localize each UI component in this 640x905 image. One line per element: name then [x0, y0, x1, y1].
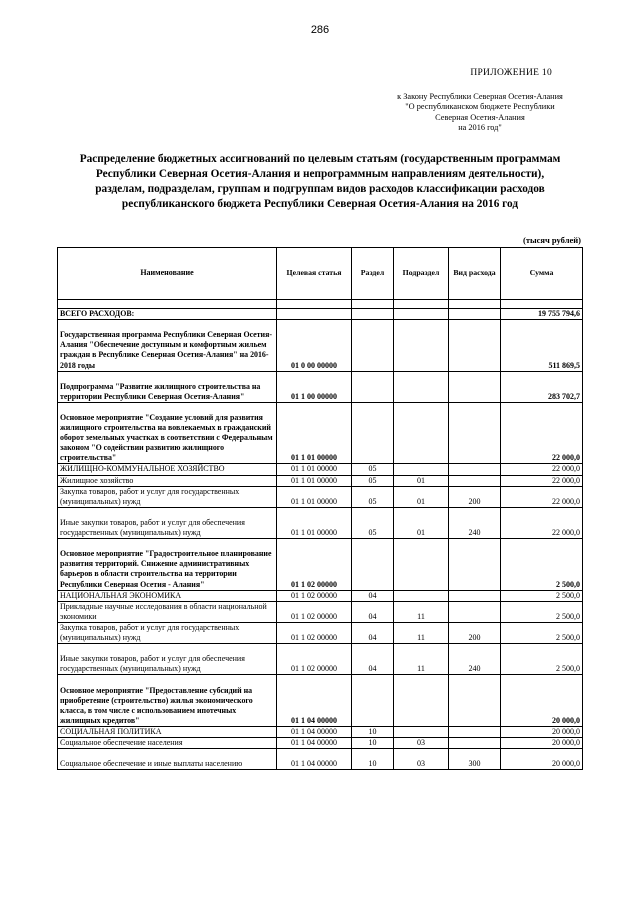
- law-reference-line: Северная Осетия-Алания: [435, 112, 525, 122]
- column-header-name: Наименование: [58, 248, 277, 300]
- cell-subsection: 01: [394, 486, 449, 507]
- cell-name: Основное мероприятие "Предоставление субсидий на приобретение (строительство) жилья экономического класса, в том числе с использованием ипотечных жилищных кредитов": [58, 675, 277, 727]
- law-reference-line: "О республиканском бюджете Республики: [405, 102, 555, 112]
- cell-target-code: 01 1 02 00000: [277, 590, 352, 601]
- cell-amount: 22 000,0: [501, 475, 583, 486]
- cell-name: НАЦИОНАЛЬНАЯ ЭКОНОМИКА: [58, 590, 277, 601]
- cell-target-code: 01 1 00 00000: [277, 371, 352, 402]
- cell-expense-type: 200: [449, 622, 501, 643]
- table-row: [58, 644, 583, 675]
- cell-section: 04: [352, 590, 394, 601]
- cell-name: Иные закупки товаров, работ и услуг для обеспечения государственных (муниципальных) нужд: [58, 644, 277, 675]
- cell-target-code: 01 1 01 00000: [277, 402, 352, 464]
- cell-amount: 22 000,0: [501, 486, 583, 507]
- cell-expense-type: [449, 475, 501, 486]
- column-header-subsection: Подраздел: [394, 248, 449, 300]
- cell-expense-type: 300: [449, 749, 501, 770]
- cell-section: 10: [352, 749, 394, 770]
- cell-expense-type: [449, 675, 501, 727]
- table-row: [58, 675, 583, 727]
- cell-amount: 2 500,0: [501, 601, 583, 622]
- cell-name: ЖИЛИЩНО-КОММУНАЛЬНОЕ ХОЗЯЙСТВО: [58, 464, 277, 475]
- cell-expense-type: [449, 726, 501, 737]
- table-row: [58, 738, 583, 749]
- title-line: Республики Северная Осетия-Алания и непрограммным направлениям деятельности),: [95, 168, 545, 180]
- cell-name: Жилищное хозяйство: [58, 475, 277, 486]
- cell-target-code: 01 1 04 00000: [277, 675, 352, 727]
- cell-subsection: 03: [394, 738, 449, 749]
- cell-subsection: 11: [394, 601, 449, 622]
- cell-amount: 511 869,5: [501, 320, 583, 372]
- cell-name: Прикладные научные исследования в области национальной экономики: [58, 601, 277, 622]
- cell-expense-type: [449, 590, 501, 601]
- cell-section: 04: [352, 601, 394, 622]
- table-row: [58, 320, 583, 372]
- cell-subsection: [394, 590, 449, 601]
- cell-name: Иные закупки товаров, работ и услуг для обеспечения государственных (муниципальных) нужд: [58, 507, 277, 538]
- law-reference-line: на 2016 год": [458, 122, 502, 132]
- cell-subsection: [394, 320, 449, 372]
- cell-amount: 22 000,0: [501, 402, 583, 464]
- cell-expense-type: [449, 464, 501, 475]
- cell-amount: 2 500,0: [501, 539, 583, 591]
- cell-section: [352, 309, 394, 320]
- cell-section: [352, 402, 394, 464]
- cell-expense-type: [449, 539, 501, 591]
- cell-expense-type: 240: [449, 644, 501, 675]
- cell-amount: 22 000,0: [501, 507, 583, 538]
- table-row: [58, 486, 583, 507]
- cell-section: 05: [352, 464, 394, 475]
- cell-subsection: [394, 402, 449, 464]
- cell-target-code: 01 1 02 00000: [277, 601, 352, 622]
- column-header-amount: Сумма: [501, 248, 583, 300]
- cell-subsection: 03: [394, 749, 449, 770]
- cell-name: Социальное обеспечение населения: [58, 738, 277, 749]
- title-line: разделам, подразделам, группам и подгруппам видов расходов классификации расходов: [95, 183, 545, 195]
- cell-target-code: 01 1 01 00000: [277, 486, 352, 507]
- column-header-expense-type: Вид расхода: [449, 248, 501, 300]
- cell-amount: 2 500,0: [501, 644, 583, 675]
- cell-subsection: 11: [394, 622, 449, 643]
- table-row: [58, 622, 583, 643]
- table-row: [58, 590, 583, 601]
- cell-section: 04: [352, 644, 394, 675]
- cell-amount: 19 755 794,6: [501, 309, 583, 320]
- cell-subsection: 01: [394, 475, 449, 486]
- cell-target-code: 01 1 01 00000: [277, 507, 352, 538]
- units-label: (тысяч рублей): [523, 235, 581, 245]
- law-reference-line: к Закону Республики Северная Осетия-Алания: [397, 92, 563, 101]
- table-row: [58, 402, 583, 464]
- cell-target-code: 01 1 04 00000: [277, 738, 352, 749]
- cell-section: [352, 371, 394, 402]
- cell-name: Закупка товаров, работ и услуг для государственных (муниципальных) нужд: [58, 622, 277, 643]
- cell-name: Подпрограмма "Развитие жилищного строительства на территории Республики Северная Осетия-Алания": [58, 371, 277, 402]
- cell-section: 05: [352, 507, 394, 538]
- law-reference: [375, 92, 585, 133]
- cell-subsection: [394, 539, 449, 591]
- table-row: [58, 726, 583, 737]
- column-header-section: Раздел: [352, 248, 394, 300]
- cell-expense-type: [449, 402, 501, 464]
- cell-subsection: [394, 675, 449, 727]
- table-body: [58, 300, 583, 770]
- cell-section: [352, 539, 394, 591]
- cell-target-code: 01 1 01 00000: [277, 475, 352, 486]
- cell-name: Закупка товаров, работ и услуг для государственных (муниципальных) нужд: [58, 486, 277, 507]
- cell-amount: 283 702,7: [501, 371, 583, 402]
- cell-amount: 20 000,0: [501, 675, 583, 727]
- cell-section: 04: [352, 622, 394, 643]
- cell-amount: 2 500,0: [501, 590, 583, 601]
- page-number: 286: [310, 24, 330, 36]
- cell-subsection: 01: [394, 507, 449, 538]
- table-row: [58, 539, 583, 591]
- cell-amount: 22 000,0: [501, 464, 583, 475]
- cell-amount: 20 000,0: [501, 726, 583, 737]
- cell-name: Социальное обеспечение и иные выплаты населению: [58, 749, 277, 770]
- table-row: [58, 507, 583, 538]
- cell-target-code: 01 1 02 00000: [277, 539, 352, 591]
- cell-section: 10: [352, 738, 394, 749]
- table-row: [58, 601, 583, 622]
- cell-amount: 2 500,0: [501, 622, 583, 643]
- title-line: Распределение бюджетных ассигнований по целевым статьям (государственным программам: [79, 153, 561, 165]
- appendix-label: ПРИЛОЖЕНИЕ 10: [470, 68, 552, 78]
- table-header-row: [58, 248, 583, 300]
- cell-name: ВСЕГО РАСХОДОВ:: [58, 309, 277, 320]
- document-title: [40, 152, 600, 212]
- cell-subsection: [394, 309, 449, 320]
- cell-section: 05: [352, 475, 394, 486]
- cell-expense-type: [449, 371, 501, 402]
- table-row: [58, 371, 583, 402]
- cell-section: [352, 320, 394, 372]
- table-row: [58, 475, 583, 486]
- table-row: [58, 464, 583, 475]
- cell-expense-type: [449, 738, 501, 749]
- column-header-target: Целевая статья: [277, 248, 352, 300]
- cell-amount: 20 000,0: [501, 749, 583, 770]
- table-row: [58, 309, 583, 320]
- cell-expense-type: [449, 601, 501, 622]
- table-spacer-row: [58, 300, 583, 309]
- cell-expense-type: [449, 320, 501, 372]
- cell-target-code: 01 0 00 00000: [277, 320, 352, 372]
- cell-name: Государственная программа Республики Северная Осетия-Алания "Обеспечение доступным и комфортным жильем граждан в Республике Северная Осетия-Алания" на 2016-2018 годы: [58, 320, 277, 372]
- cell-subsection: [394, 371, 449, 402]
- cell-section: 10: [352, 726, 394, 737]
- cell-subsection: 11: [394, 644, 449, 675]
- budget-table: [57, 247, 583, 770]
- cell-section: 05: [352, 486, 394, 507]
- cell-subsection: [394, 726, 449, 737]
- table-row: [58, 749, 583, 770]
- cell-name: Основное мероприятие "Градостроительное планирование развития территорий. Снижение административных барьеров в области строительства на территории Республики Северная Осетия - Алания": [58, 539, 277, 591]
- title-line: республиканского бюджета Республики Северная Осетия-Алания на 2016 год: [121, 198, 519, 210]
- cell-name: Основное мероприятие "Создание условий для развития жилищного строительства на вовлекаемых в гражданский оборот земельных участках в соответствии с Федеральным законом "О содействии развитию жилищного строительства": [58, 402, 277, 464]
- cell-target-code: 01 1 04 00000: [277, 726, 352, 737]
- cell-target-code: 01 1 04 00000: [277, 749, 352, 770]
- cell-target-code: 01 1 01 00000: [277, 464, 352, 475]
- cell-expense-type: 240: [449, 507, 501, 538]
- cell-name: СОЦИАЛЬНАЯ ПОЛИТИКА: [58, 726, 277, 737]
- cell-expense-type: [449, 309, 501, 320]
- cell-target-code: [277, 309, 352, 320]
- cell-amount: 20 000,0: [501, 738, 583, 749]
- cell-section: [352, 675, 394, 727]
- cell-expense-type: 200: [449, 486, 501, 507]
- cell-target-code: 01 1 02 00000: [277, 622, 352, 643]
- cell-subsection: [394, 464, 449, 475]
- cell-target-code: 01 1 02 00000: [277, 644, 352, 675]
